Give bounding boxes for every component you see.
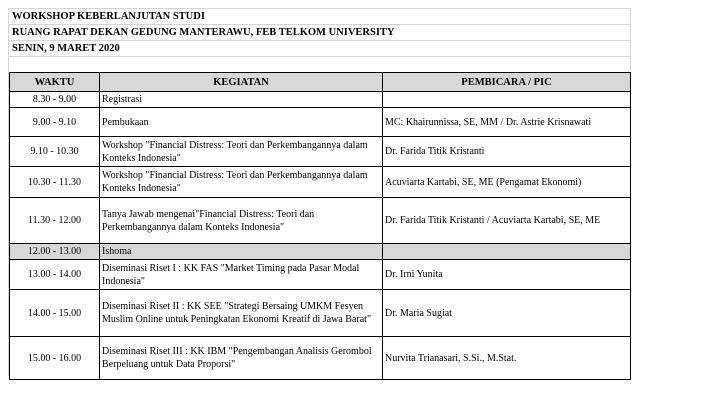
table-header-row — [10, 73, 631, 92]
cell-pembicara: MC: Khairunnissa, SE, MM / Dr. Astrie Krisnawati — [383, 108, 631, 137]
cell-kegiatan: Tanya Jawab mengenai"Financial Distress: Teori dan Perkembangannya dalam Konteks Indonesia" — [100, 198, 383, 244]
grid-line — [630, 8, 631, 70]
table-row — [10, 244, 631, 260]
cell-pembicara: Dr. Irni Yunita — [383, 260, 631, 290]
table-row — [10, 260, 631, 290]
cell-kegiatan: Diseminasi Riset II : KK SEE "Strategi Bersaing UMKM Fesyen Muslim Online untuk Peningkatan Ekonomi Kreatif di Jawa Barat" — [100, 290, 383, 337]
grid-line — [8, 56, 630, 57]
cell-waktu: 9.10 - 10.30 — [10, 137, 100, 167]
table-row — [10, 290, 631, 337]
table-row — [10, 92, 631, 108]
table-row — [10, 137, 631, 167]
cell-kegiatan: Diseminasi Riset III : KK IBM "Pengembangan Analisis Gerombol Berpeluang untuk Data Proporsi" — [100, 337, 383, 380]
grid-line — [8, 8, 630, 9]
cell-waktu: 10.30 - 11.30 — [10, 167, 100, 198]
schedule-table — [9, 72, 631, 380]
cell-kegiatan: Workshop "Financial Distress: Teori dan Perkembangannya dalam Konteks Indonesia" — [100, 137, 383, 167]
cell-kegiatan: Workshop "Financial Distress: Teori dan Perkembangannya dalam Konteks Indonesia" — [100, 167, 383, 198]
cell-waktu: 9.00 - 9.10 — [10, 108, 100, 137]
cell-pembicara — [383, 244, 631, 260]
table-row — [10, 167, 631, 198]
cell-kegiatan: Pembukaan — [100, 108, 383, 137]
cell-kegiatan: Ishoma — [100, 244, 383, 260]
cell-pembicara: Acuviarta Kartabi, SE, ME (Pengamat Ekonomi) — [383, 167, 631, 198]
table-row — [10, 337, 631, 380]
column-header-kegiatan: KEGIATAN — [100, 73, 383, 92]
cell-kegiatan: Diseminasi Riset I : KK FAS "Market Timing pada Pasar Modal Indonesia" — [100, 260, 383, 290]
cell-waktu: 14.00 - 15.00 — [10, 290, 100, 337]
cell-pembicara: Dr. Maria Sugiat — [383, 290, 631, 337]
grid-line — [8, 40, 630, 41]
column-header-waktu: WAKTU — [10, 73, 100, 92]
cell-waktu: 12.00 - 13.00 — [10, 244, 100, 260]
table-row — [10, 198, 631, 244]
table-row — [10, 108, 631, 137]
event-title: WORKSHOP KEBERLANJUTAN STUDI — [12, 11, 205, 22]
cell-pembicara: Nurvita Trianasari, S.Si., M.Stat. — [383, 337, 631, 380]
grid-line — [8, 24, 630, 25]
event-date: SENIN, 9 MARET 2020 — [12, 43, 120, 54]
cell-waktu: 15.00 - 16.00 — [10, 337, 100, 380]
event-venue: RUANG RAPAT DEKAN GEDUNG MANTERAWU, FEB TELKOM UNIVERSITY — [12, 27, 395, 38]
cell-waktu: 8.30 - 9.00 — [10, 92, 100, 108]
cell-kegiatan: Registrasi — [100, 92, 383, 108]
cell-pembicara — [383, 92, 631, 108]
cell-pembicara: Dr. Farida Titik Kristanti / Acuviarta Kartabi, SE, ME — [383, 198, 631, 244]
cell-pembicara: Dr. Farida Titik Kristanti — [383, 137, 631, 167]
column-header-pembicara: PEMBICARA / PIC — [383, 73, 631, 92]
cell-waktu: 13.00 - 14.00 — [10, 260, 100, 290]
cell-waktu: 11.30 - 12.00 — [10, 198, 100, 244]
